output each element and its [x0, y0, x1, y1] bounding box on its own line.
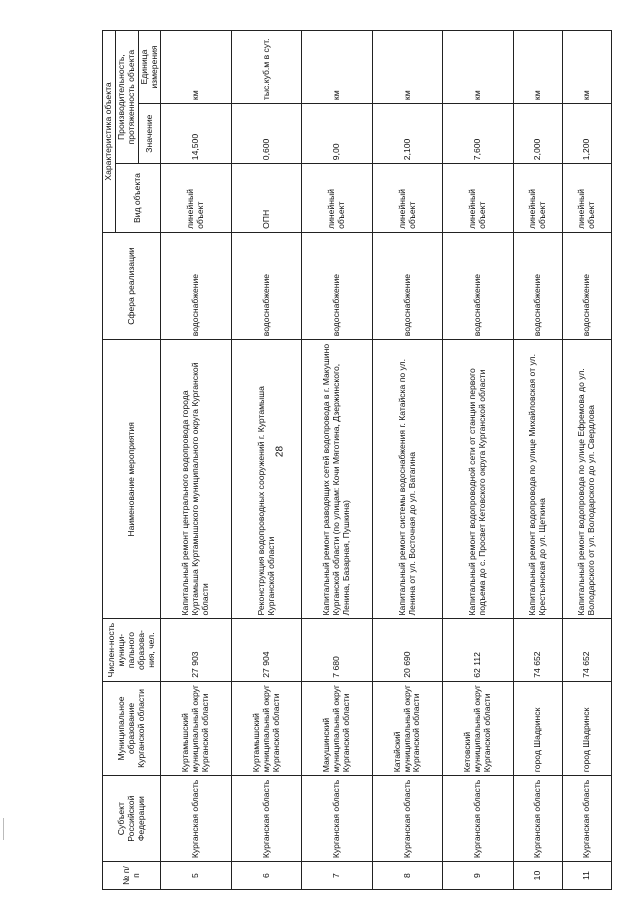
cell-subject: Курганская область — [443, 776, 513, 862]
cell-subject: Курганская область — [231, 776, 301, 862]
cell-municipality: Куртамышский муниципальный округ Курганской области — [161, 681, 231, 775]
cell-num: 10 — [513, 862, 562, 890]
cell-num: 8 — [372, 862, 442, 890]
header-subject: Субъект Российской Федерации — [103, 776, 161, 862]
table-row — [161, 31, 231, 890]
cell-municipality: Куртамышский муниципальный округ Курганской области — [231, 681, 301, 775]
cell-event: Капитальный ремонт водопровода по улице Ефремова до ул. Володарского от ул. Володарского до ул. Свердлова — [562, 340, 611, 619]
cell-population: 27 904 — [231, 619, 301, 681]
cell-sphere: водоснабжение — [231, 232, 301, 339]
table-row — [513, 31, 562, 890]
cell-event: Капитальный ремонт системы водоснабжения г. Катайска по ул. Ленина от ул. Восточная до ул. Ватагина — [372, 340, 442, 619]
header-capacity: Производительность, протяженность объекта — [115, 31, 138, 164]
cell-sphere: водоснабжение — [562, 232, 611, 339]
cell-value: 9,00 — [302, 104, 372, 164]
header-characteristic: Характеристика объекта — [103, 31, 116, 233]
cell-population: 7 680 — [302, 619, 372, 681]
cell-num: 9 — [443, 862, 513, 890]
cell-sphere: водоснабжение — [513, 232, 562, 339]
cell-municipality: Макушинский муниципальный округ Курганской области — [302, 681, 372, 775]
cell-municipality: Кетовский муниципальный округ Курганской области — [443, 681, 513, 775]
cell-unit: км — [302, 31, 372, 104]
cell-value: 1,200 — [562, 104, 611, 164]
table-row — [372, 31, 442, 890]
cell-value: 2,000 — [513, 104, 562, 164]
cell-subject: Курганская область — [161, 776, 231, 862]
cell-subject: Курганская область — [513, 776, 562, 862]
cell-unit: км — [562, 31, 611, 104]
page-number: 28 — [274, 445, 286, 458]
header-population: Числен-ность муници-пального образова-ния, чел. — [103, 619, 161, 681]
header-num: № п/п — [103, 862, 161, 890]
header-value: Значение — [138, 104, 161, 164]
cell-municipality: город Шадринск — [562, 681, 611, 775]
cell-event: Реконструкция водопроводных сооружений г. Куртамыша Курганской области — [231, 340, 301, 619]
cell-municipality: Катайский муниципальный округ Курганской области — [372, 681, 442, 775]
header-unit: Единица измерения — [138, 31, 161, 104]
cell-num: 5 — [161, 862, 231, 890]
cell-object-type: линейный объект — [562, 164, 611, 233]
cell-value: 7,600 — [443, 104, 513, 164]
cell-subject: Курганская область — [372, 776, 442, 862]
cell-num: 6 — [231, 862, 301, 890]
cell-unit: тыс.куб.м в сут. — [231, 31, 301, 104]
scan-margin-mark — [3, 818, 4, 840]
cell-value: 2,100 — [372, 104, 442, 164]
cell-object-type: линейный объект — [513, 164, 562, 233]
cell-event: Капитальный ремонт водопровода по улице Михайловская от ул. Крестьянская до ул. Щеткина — [513, 340, 562, 619]
events-table — [102, 30, 612, 890]
cell-municipality: город Шадринск — [513, 681, 562, 775]
header-sphere: Сфера реализации — [103, 232, 161, 339]
cell-value: 0,600 — [231, 104, 301, 164]
cell-event: Капитальный ремонт водопроводной сети от станции первого подъема до с. Просвет Кетовского округа Курганской области — [443, 340, 513, 619]
cell-num: 11 — [562, 862, 611, 890]
header-event: Наименование мероприятия — [103, 340, 161, 619]
cell-sphere: водоснабжение — [372, 232, 442, 339]
table-row — [443, 31, 513, 890]
cell-population: 27 903 — [161, 619, 231, 681]
cell-object-type: линейный объект — [443, 164, 513, 233]
cell-event: Капитальный ремонт центрального водопровода города Куртамыша Куртамышского муниципального округа Курганской области — [161, 340, 231, 619]
cell-population: 74 652 — [562, 619, 611, 681]
cell-population: 62 112 — [443, 619, 513, 681]
cell-unit: км — [161, 31, 231, 104]
cell-sphere: водоснабжение — [161, 232, 231, 339]
cell-population: 20 690 — [372, 619, 442, 681]
table-row — [302, 31, 372, 890]
cell-event: Капитальный ремонт разводящих сетей водопровода в г. Макушино Курганской области (по улицам: Кочи Мяготина, Дзержинского, Ленина, Базарная, Пушкина) — [302, 340, 372, 619]
cell-object-type: линейный объект — [161, 164, 231, 233]
cell-sphere: водоснабжение — [443, 232, 513, 339]
cell-unit: км — [443, 31, 513, 104]
cell-population: 74 652 — [513, 619, 562, 681]
cell-num: 7 — [302, 862, 372, 890]
cell-value: 14,500 — [161, 104, 231, 164]
table-row — [231, 31, 301, 890]
cell-object-type: линейный объект — [372, 164, 442, 233]
table-row — [562, 31, 611, 890]
cell-subject: Курганская область — [302, 776, 372, 862]
header-object-type: Вид объекта — [115, 164, 161, 233]
cell-unit: км — [513, 31, 562, 104]
cell-object-type: линейный объект — [302, 164, 372, 233]
cell-object-type: ОПН — [231, 164, 301, 233]
cell-sphere: водоснабжение — [302, 232, 372, 339]
rotated-table-container — [102, 30, 612, 890]
header-municipality: Муниципальное образование Курганской области — [103, 681, 161, 775]
cell-unit: км — [372, 31, 442, 104]
cell-subject: Курганская область — [562, 776, 611, 862]
